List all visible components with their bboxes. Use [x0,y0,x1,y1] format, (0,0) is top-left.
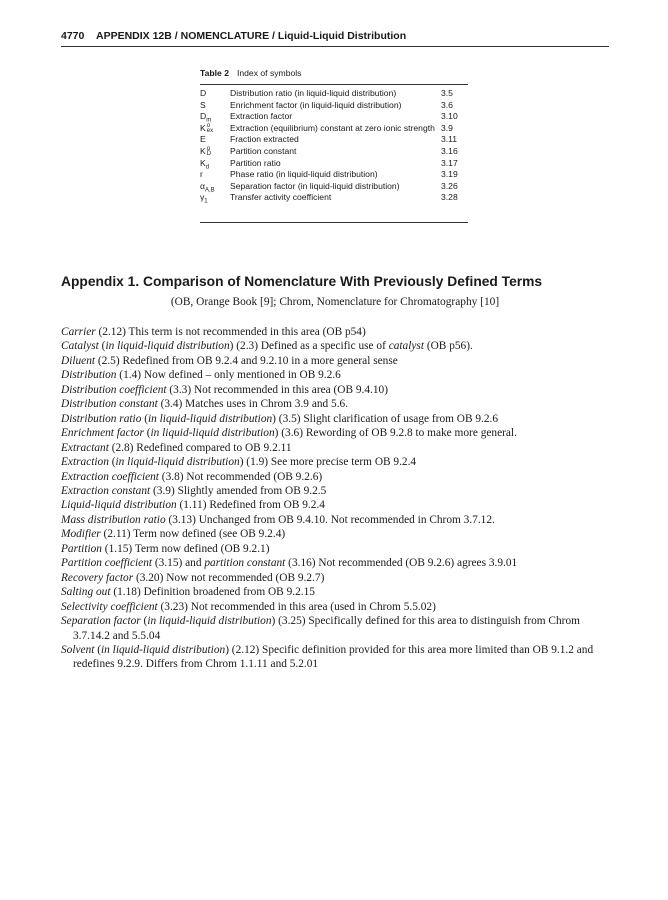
term-text: (2.11) Term now defined (see OB 9.2.4) [100,528,286,541]
list-item: Distribution ratio (in liquid-liquid distribution) (3.5) Slight clarification of usage from OB 9.2.6 [61,412,499,425]
term-name: Partition coefficient [61,557,153,570]
symbol-description: Transfer activity coefficient [230,192,332,203]
term-text: (3.3) Not recommended in this area (OB 9.4.10) [166,383,389,396]
symbol-cell [200,88,228,100]
list-item [61,397,610,411]
table-top-rule [200,84,468,85]
term-name: Solvent [61,643,95,656]
term-text: (1.4) Now defined – only mentioned in OB 9.2.6 [116,369,341,382]
symbol-subscript: d [205,164,210,171]
symbol-reference: 3.19 [441,169,458,180]
term-name: Carrier [61,326,96,338]
term-emphasis: catalyst [388,340,424,353]
term-text: (2.12) Specific definition provided for this area more limited than OB 9.1.2 and redefines 9.2.9. Differs from Chrom 1.1.11 and 5.2.01 [73,643,594,671]
symbol-superscript: o [206,122,211,129]
term-text: (1.18) Definition broadened from OB 9.2.15 [110,586,315,599]
symbol-reference: 3.11 [441,134,458,145]
term-text: (2.5) Redefined from OB 9.2.4 and 9.2.10 in a more general sense [95,354,398,367]
list-item [61,368,610,382]
symbol-reference: 3.6 [441,99,453,110]
term-qualifier: in liquid-liquid distribution [115,456,240,469]
symbol-superscript: o [206,145,211,152]
term-text: (2.3) Defined as a specific use of [233,340,389,353]
term-text: (1.11) Redefined from OB 9.2.4 [176,499,325,512]
symbol: K [200,157,206,168]
comparison-list [61,325,610,672]
symbol: D [200,88,207,98]
symbol: E [200,134,206,145]
list-item [61,527,610,541]
symbol-cell [200,100,228,112]
list-item [61,383,610,397]
term-name: Selectivity coefficient [61,600,158,613]
symbol-description: Distribution ratio (in liquid-liquid distribution) [230,88,397,98]
symbol-subscript: m [206,117,212,124]
term-qualifier: in liquid-liquid distribution [147,615,272,628]
symbol-cell [200,134,228,146]
symbol-description: Enrichment factor (in liquid-liquid distribution) [230,99,402,110]
symbol-reference: 3.26 [441,180,458,191]
table-row [200,192,468,204]
term-name: Distribution constant [61,398,158,411]
term-qualifier: in liquid-liquid distribution [105,340,230,353]
term-name: Liquid-liquid distribution [61,499,177,512]
running-header [61,30,609,46]
symbol-table [200,88,468,204]
symbol-description: Separation factor (in liquid-liquid distribution) [230,180,400,191]
term-qualifier: in liquid-liquid distribution [148,412,273,425]
symbol-subscript: A,B [204,187,215,194]
table-row [200,100,468,112]
term-emphasis: partition constant [204,557,286,570]
list-item [61,600,610,614]
symbol-description: Phase ratio (in liquid-liquid distribution) [230,169,378,180]
term-name: Extraction constant [61,484,151,497]
term-name: Modifier [61,528,101,541]
term-name: Extractant [61,441,109,454]
term-name: Extraction coefficient [61,470,159,483]
table-row [200,111,468,123]
term-text: (3.15) and [152,557,205,570]
symbol-description: Extraction factor [230,111,293,122]
table-row [200,146,468,158]
term-name: Distribution coefficient [61,383,167,396]
term-name: Enrichment factor [61,427,144,440]
symbol: D [200,111,207,122]
term-text: (3.4) Matches uses in Chrom 3.9 and 5.6. [157,398,349,411]
term-text: (3.23) Not recommended in this area (used in Chrom 5.5.02) [157,600,436,613]
term-name: Distribution [61,369,117,382]
list-item [61,542,610,556]
table-row [200,88,468,100]
symbol-reference: 3.17 [441,157,458,168]
symbol: K [200,122,206,133]
page-number: 4770 [61,30,85,42]
symbol-cell [200,146,228,158]
term-text: (1.15) Term now defined (OB 9.2.1) [101,542,270,555]
term-name: Separation factor [61,615,141,628]
term-tail: (OB p56). [424,340,473,353]
list-item [61,513,610,527]
table-label: Table 2 [200,68,229,78]
symbol: γ [200,192,205,203]
symbol-scripts [207,147,211,157]
term-text: (2.12) This term is not recommended in this area (OB p54) [95,326,366,338]
table-caption [200,68,301,78]
table-row [200,169,468,181]
term-text: (3.8) Not recommended (OB 9.2.6) [158,470,323,483]
term-tail: (3.16) Not recommended (OB 9.2.6) agrees 3.9.01 [285,557,518,570]
symbol: r [200,169,203,180]
term-name: Distribution ratio [61,412,142,425]
symbol-description: Partition constant [230,145,297,156]
term-text: (3.25) Specifically defined for this area to distinguish from Chrom 3.7.14.2 and 5.5.04 [73,615,580,642]
table-row [200,123,468,135]
symbol-reference: 3.9 [441,122,453,133]
symbol-description: Fraction extracted [230,134,299,145]
term-text: (3.9) Slightly amended from OB 9.2.5 [150,484,327,497]
term-name: Partition [61,542,102,555]
symbol-description: Extraction (equilibrium) constant at zero ionic strength [230,122,435,133]
list-item: Enrichment factor (in liquid-liquid distribution) (3.6) Rewording of OB 9.2.8 to make more general. [61,427,517,440]
symbol-reference: 3.16 [441,145,458,156]
symbol-reference: 3.28 [441,192,458,203]
symbol-scripts [207,124,213,134]
header-rule [61,46,609,47]
list-item: Separation factor (in liquid-liquid distribution) (3.25) Specifically defined for this area to distinguish from Chrom 3.7.14.2 and 5.5.04 [61,615,580,642]
running-title: APPENDIX 12B / NOMENCLATURE / Liquid-Liquid Distribution [96,30,407,42]
list-item [61,585,610,599]
symbol: α [200,180,205,191]
list-item [61,470,610,484]
table-bottom-rule [200,222,468,223]
term-name: Recovery factor [61,571,134,584]
appendix-title: Appendix 1. Comparison of Nomenclature With Previously Defined Terms [61,274,543,289]
symbol-cell [200,192,228,208]
term-text: (3.6) Rewording of OB 9.2.8 to make more general. [278,427,517,440]
term-text: (3.13) Unchanged from OB 9.4.10. Not recommended in Chrom 3.7.12. [165,513,495,526]
table-row [200,134,468,146]
symbol-description: Partition ratio [230,157,281,168]
term-name: Extraction [61,456,109,469]
symbol-subscript: D [206,150,212,157]
table-row [200,181,468,193]
symbol-reference: 3.5 [441,88,453,98]
list-item [61,441,610,455]
term-text: (1.9) See more precise term OB 9.2.4 [243,456,417,469]
list-item: Solvent (in liquid-liquid distribution) (2.12) Specific definition provided for this area more limited than OB 9.1.2 and redefines 9.2.9. Differs from Chrom 1.1.11 and 5.2.01 [61,643,594,671]
list-item [61,498,610,512]
list-item: Catalyst (in liquid-liquid distribution) (2.3) Defined as a specific use of catalyst (OB p56). [61,340,473,353]
term-text: (3.5) Slight clarification of usage from OB 9.2.6 [275,412,499,425]
term-name: Mass distribution ratio [61,513,166,526]
symbol-reference: 3.10 [441,111,458,122]
term-qualifier: in liquid-liquid distribution [101,643,226,656]
table-row [200,158,468,170]
table-title: Index of symbols [236,68,302,78]
term-qualifier: in liquid-liquid distribution [150,427,275,440]
list-item [61,484,610,498]
list-item [61,571,610,585]
symbol-cell [200,169,228,181]
term-name: Diluent [61,354,96,367]
list-item [61,354,610,368]
list-item [61,325,610,339]
list-item [61,556,610,570]
appendix-subtitle: (OB, Orange Book [9]; Chrom, Nomenclature for Chromatography [10] [170,296,500,308]
term-name: Salting out [61,586,111,599]
symbol-cell [200,123,228,135]
term-text: (3.20) Now not recommended (OB 9.2.7) [133,571,325,584]
symbol-subscript: 1 [204,199,208,206]
list-item: Extraction (in liquid-liquid distribution) (1.9) See more precise term OB 9.2.4 [61,456,417,469]
term-name: Catalyst [61,340,99,353]
symbol: K [200,145,206,156]
symbol-subscript: ex [206,127,214,134]
symbol: S [200,99,206,110]
term-text: (2.8) Redefined compared to OB 9.2.11 [108,441,292,454]
